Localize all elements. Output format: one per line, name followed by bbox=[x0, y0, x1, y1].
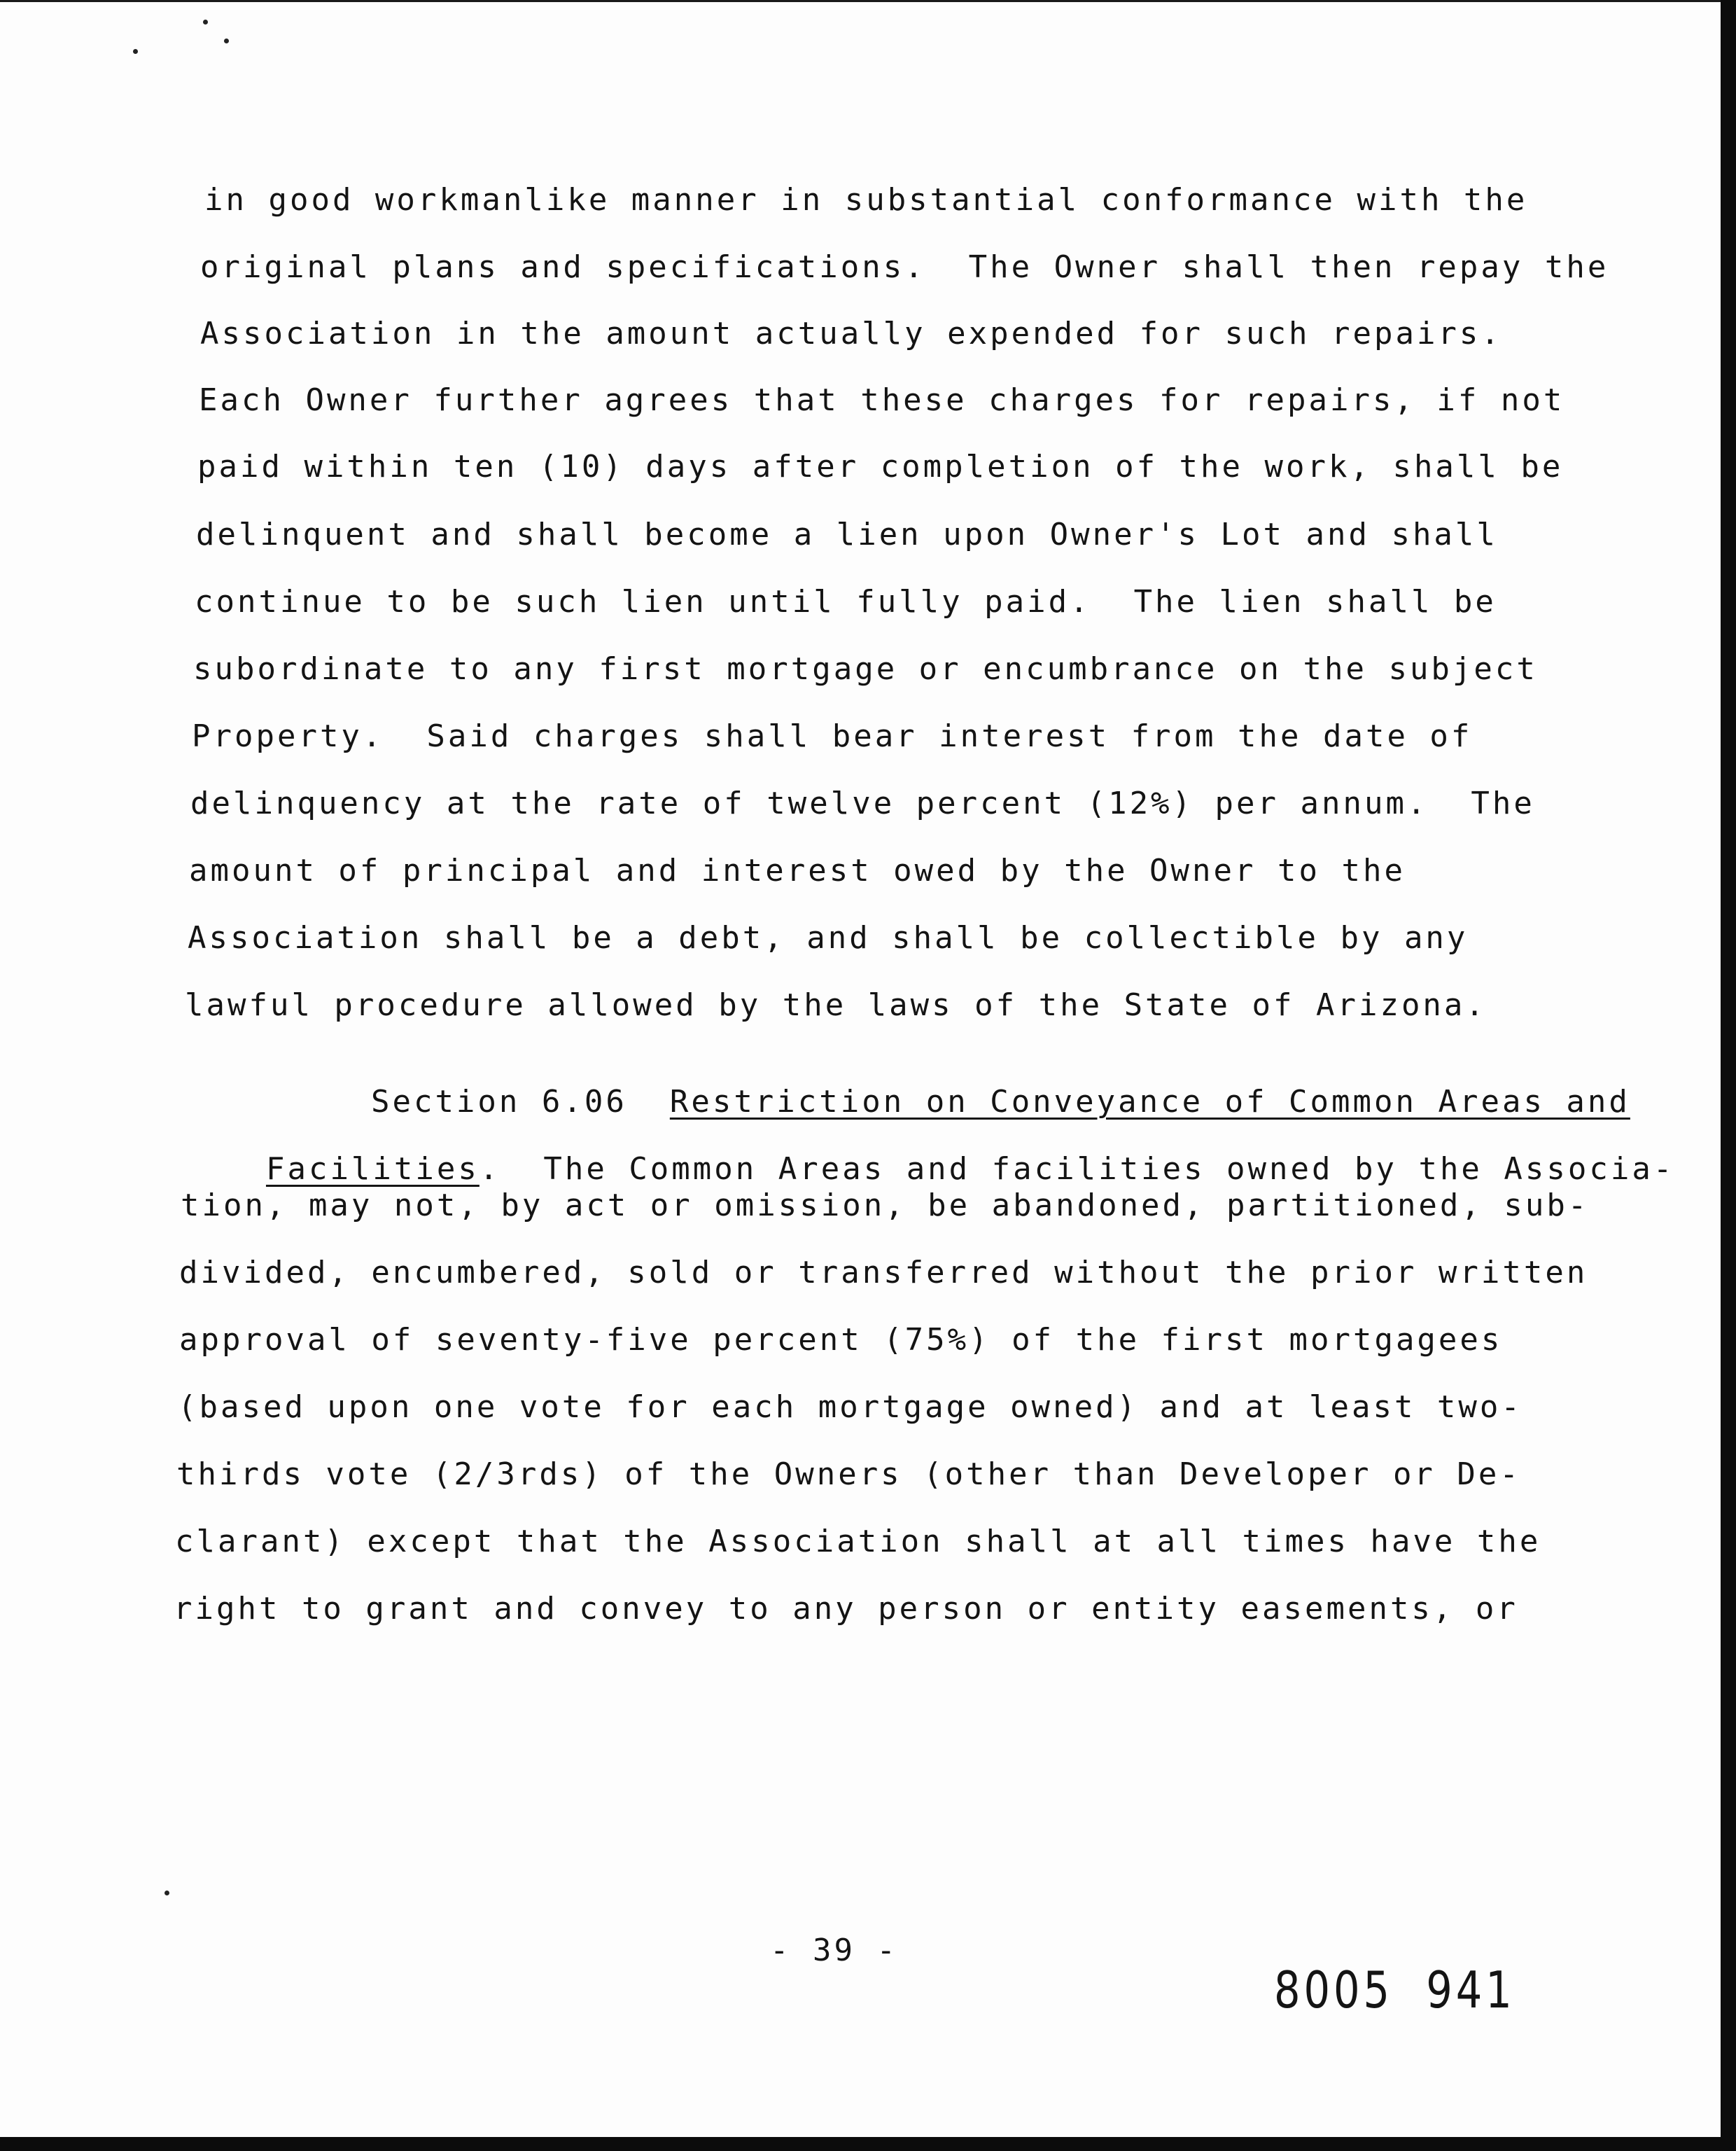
document-stamp-number: 8005 941 bbox=[1274, 1961, 1516, 2019]
body-line: continue to be such lien until fully paid. The lien shall be bbox=[195, 584, 1497, 620]
body-line: in good workmanlike manner in substantial conformance with the bbox=[204, 182, 1528, 218]
scan-speck bbox=[203, 20, 208, 25]
section-line: right to grant and convey to any person or entity easements, or bbox=[174, 1591, 1518, 1627]
body-line: original plans and specifications. The Owner shall then repay the bbox=[200, 249, 1609, 285]
section-title: Restriction on Conveyance of Common Areas and bbox=[669, 1084, 1630, 1120]
body-line: Each Owner further agrees that these charges for repairs, if not bbox=[199, 382, 1565, 418]
section-number: Section 6.06 bbox=[370, 1084, 627, 1120]
body-line: paid within ten (10) days after completion of the work, shall be bbox=[197, 449, 1564, 485]
body-line: lawful procedure allowed by the laws of the State of Arizona. bbox=[185, 987, 1487, 1023]
section-line: approval of seventy-five percent (75%) of the first mortgagees bbox=[179, 1322, 1503, 1358]
body-line: subordinate to any first mortgage or encumbrance on the subject bbox=[193, 651, 1538, 687]
section-line: tion, may not, by act or omission, be abandoned, partitioned, sub- bbox=[181, 1188, 1590, 1223]
scan-edge-bottom bbox=[0, 2137, 1736, 2151]
section-line: thirds vote (2/3rds) of the Owners (other than Developer or De- bbox=[176, 1456, 1521, 1492]
section-line: clarant) except that the Association shall at all times have the bbox=[175, 1524, 1541, 1559]
body-line: amount of principal and interest owed by the Owner to the bbox=[189, 853, 1406, 889]
scan-speck bbox=[224, 39, 229, 43]
scan-speck bbox=[133, 49, 138, 54]
section-heading-gap bbox=[627, 1084, 670, 1120]
scan-speck bbox=[164, 1891, 169, 1895]
body-line: delinquent and shall become a lien upon Owner's Lot and shall bbox=[196, 517, 1498, 552]
section-line: divided, encumbered, sold or transferred without the prior written bbox=[179, 1255, 1588, 1290]
body-line: Association in the amount actually expended for such repairs. bbox=[200, 316, 1502, 351]
scan-edge-top bbox=[0, 0, 1736, 2]
section-line: (based upon one vote for each mortgage owned) and at least two- bbox=[178, 1389, 1522, 1425]
scan-edge-right bbox=[1721, 0, 1736, 2151]
section-title-continued: Facilities bbox=[265, 1151, 479, 1187]
page-number: - 39 - bbox=[770, 1933, 898, 1968]
section-title-period: . bbox=[479, 1151, 501, 1187]
body-line: Property. Said charges shall bear interest from the date of bbox=[192, 718, 1473, 754]
section-text: The Common Areas and facilities owned by the Associa- bbox=[500, 1151, 1675, 1187]
body-line: delinquency at the rate of twelve percent (12%) per annum. The bbox=[190, 786, 1535, 821]
body-line: Association shall be a debt, and shall be collectible by any bbox=[188, 920, 1469, 956]
